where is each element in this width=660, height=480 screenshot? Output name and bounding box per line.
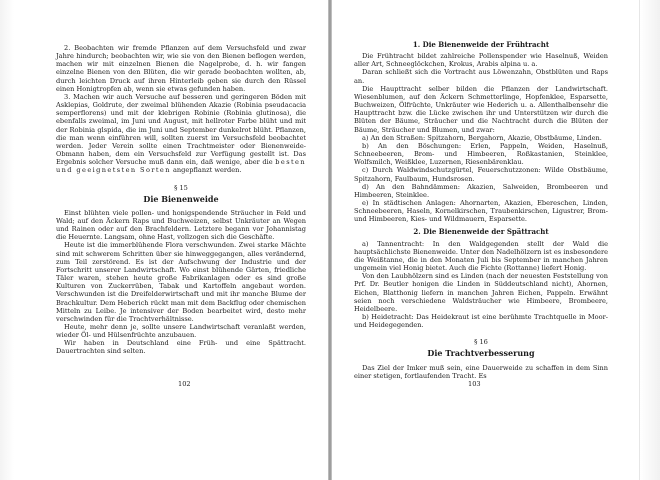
page-number: 103 xyxy=(468,379,481,388)
paragraph-einst: Einst blühten viele pollen- und honigspendende Sträucher in Feld und Wald; auf den Äckern Raps und Buchweizen, selbst Unkräuter an Wegen und Rainen oder auf den Brachfeldern. Letztere begann vor Johannistag die Heuernte. Langsam, ohne Hast, vollzogen sich die Geschäfte. xyxy=(56,208,306,242)
paragraph-haupttracht: Die Haupttracht selber bilden die Pflanzen der Landwirtschaft. Wiesenblumen, auf den Äckern Schmetterlinge, Hopfenklee, Esparsette, Buchweizen, Ölfrüchte, Unkräuter wie Hederich u. a. Allenthalbensehr die Haupttracht bzw. die Lücke zwischen ihr und Unterstützen wir durch die Blüten der Bäume, Sträucher und die Nachtracht durch die Blüten der Bäume, Sträucher und Blumen, und zwar: xyxy=(354,84,608,134)
paragraph-heidetracht: b) Heidetracht: Das Heidekraut ist eine berühmte Trachtquelle in Moor- und Heidegegenden. xyxy=(354,313,608,330)
subheading-spaettracht: 2. Die Bienenweide der Spättracht xyxy=(413,227,549,237)
list-item-boeschungen: b) An den Böschungen: Erlen, Pappeln, Weiden, Haselnuß, Schneebeeren, Brom- und Himbeeren, Roßkastanien, Steinklee, Wolfsmilch, Weißklee, Luzernen, Riesenbärenklau. xyxy=(354,141,608,167)
paragraph-vortracht: Daran schließt sich die Vortracht aus Löwenzahn, Obstblüten und Raps an. xyxy=(354,68,608,85)
paragraph-text-tail: angepflanzt werden. xyxy=(173,166,242,175)
page-edge-right xyxy=(639,0,660,480)
section-number: § 15 xyxy=(174,183,188,192)
page-number: 102 xyxy=(178,379,191,388)
list-item-windschutz: c) Durch Waldwindschutzgürtel, Feuerschutzzonen: Wilde Obstbäume, Spitzahorn, Faulbaum, Hundsrosen. xyxy=(354,166,608,183)
paragraph-laubhoelzer: Von den Laubhölzern sind es Linden (nach der neuesten Feststellung von Prf. Dr. Beutler honigen die Linden in Süddeutschland nicht), Ahornen, Eichen, Blatthonig liefern in manchen Jahren Eichen, Pappeln. Erwähnt seien noch verschiedene Waldsträucher wie Himbeere, Brombeere, Heidelbeere. xyxy=(354,272,608,313)
paragraph-landwirtschaft: Heute, mehr denn je, sollte unsere Landwirtschaft veranlaßt werden, wieder Öl- und Hülsenfrüchte anzubauen. xyxy=(56,323,306,340)
paragraph-text: 3. Machen wir auch Versuche auf besseren und geringeren Böden mit Asklepias, Goldrute, der zweimal blühenden Akazie (Robinia pseudacacia semperflorens) und mit der klebrigen Robinie (Robinia glutinosa), die ebenfalls zweimal, im Juni und August, mit hellroter Farbe blüht und mit der Robinia glspida, die im Juni und September dunkelrot blüht. Pflanzen, die man wenn einführen will, sollten zuerst im Versuchsfeld beobachtet werden. Jeder Verein sollte einen Trachtmeister oder Bienenweide-Obmann haben, dem ein Versuchsfeld zur Verfügung gestellt ist. Das Ergebnis solcher Versuche muß dann ein, daß wenige, aber die xyxy=(56,92,306,167)
list-item-strassen: a) An den Straßen: Spitzahorn, Bergahorn, Akazie, Obstbäume, Linden. xyxy=(362,133,602,142)
list-item-anlagen: e) In städtischen Anlagen: Ahornarten, Akazien, Ebereschen, Linden, Schneebeeren, Haseln, Kornelkirschen, Traubenkirschen, Ligustrer, Brom- und Himbeeren, Kies- und Wildmauern, Esparsette. xyxy=(354,198,608,224)
paragraph-observation-2: 2. Beobachten wir fremde Pflanzen auf dem Versuchsfeld und zwar Jahre hindurch; beobachten wir, wie sie von den Bienen beflogen werden, machen wir mit einzelnen Bienen die Nagelprobe, d. h. wir fangen einzelne Bienen von den Blüten, die wir gerade beobachten wollten, ab, durch leichten Druck auf ihren Hinterleib geben sie durch den Rüssel einen Honigtropfen ab, wenn sie etwas gefunden haben. xyxy=(56,44,306,93)
right-page xyxy=(330,0,660,480)
list-item-bahndaemme: d) An den Bahndämmen: Akazien, Salweiden, Brombeeren und Himbeeren, Steinklee. xyxy=(354,182,608,199)
section-number: § 16 xyxy=(474,338,488,347)
paragraph-heute: Heute ist die immerblühende Flora verschwunden. Zwei starke Mächte sind mit schwerem Schritten über sie hinweggegangen, alles verändernd, zum Teil zerstörend. Es ist der Aufschwung der Industrie und der Fortschritt unserer Landwirtschaft. Wo einst blühende Gärten, friedliche Täler waren, stehen heute große Fabrikanlagen oder es sind große Kulturen von Zuckerrüben, Tabak und Kartoffeln angebaut worden. Verschwunden ist die Dreifelderwirtschaft und mit ihr manche Blume der Brachkultur. Dem Heberich rückt man mit dem Backflug oder chemischen Mitteln zu Leibe. Je intensiver der Boden bearbeitet wird, desto mehr verschwinden für die Trachtverhältnisse. xyxy=(56,241,306,323)
section-heading: Die Bienenweide xyxy=(143,193,219,204)
spaced-emphasis: besten und geeignetsten Sorten xyxy=(56,158,306,175)
paragraph-tracht: Wir haben in Deutschland eine Früh- und eine Spättracht. Dauertrachten sind selten. xyxy=(56,339,306,356)
paragraph-dauerweide: Das Ziel der Imker muß sein, eine Dauerweide zu schaffen in dem Sinn einer stetigen, fortlaufenden Tracht. Es xyxy=(354,363,608,380)
paragraph-fruehtracht: Die Frühtracht bildet zahlreiche Pollenspender wie Haselnuß, Weiden aller Art, Schneeglöckchen, Krokus, Arabis alpina u. a. xyxy=(354,52,608,69)
paragraph-tannentracht: a) Tannentracht: In den Waldgegenden stellt der Wald die hauptsächlichste Bienenweide. Unter den Nadelhölzern ist es insbesondere die Weißtanne, die in den Monaten Juli bis September in manchen Jahren ungemein viel Honig bietet. Auch die Fichte (Rottanne) liefert Honig. xyxy=(354,239,608,273)
subheading-fruehtracht: 1. Die Bienenweide der Frühtracht xyxy=(412,40,550,49)
section-heading: Die Trachtverbesserung xyxy=(427,348,535,359)
paragraph-observation-3 xyxy=(56,93,306,175)
